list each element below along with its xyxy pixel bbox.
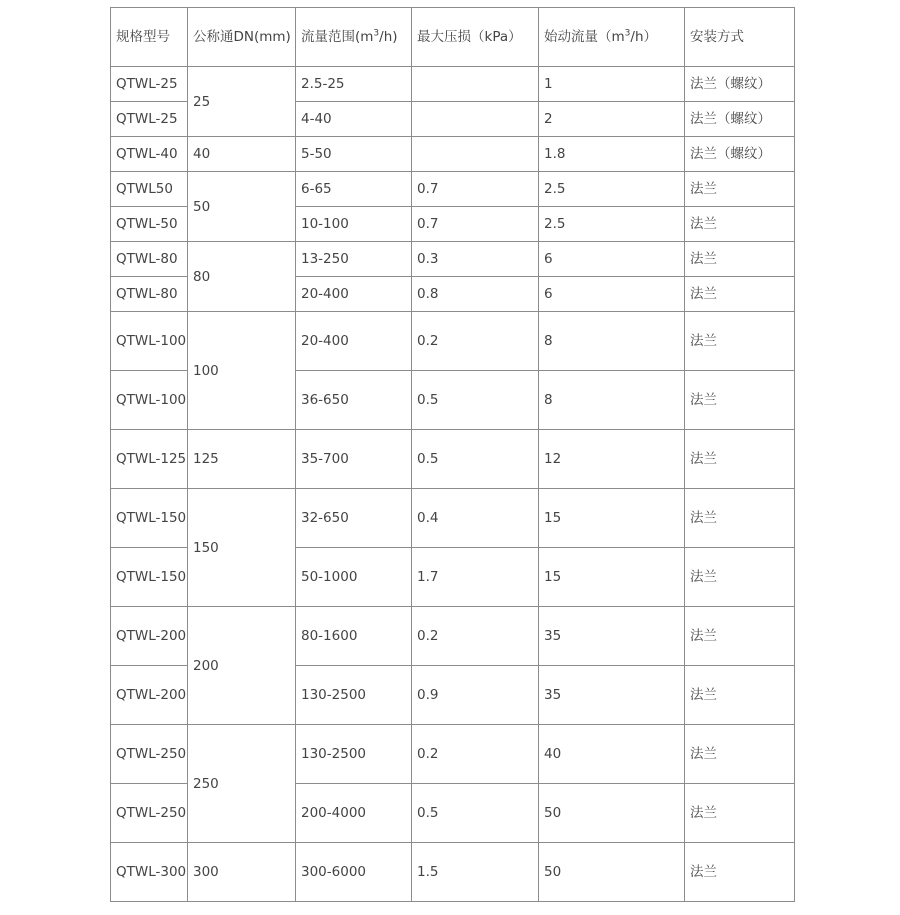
- cell-max-loss: [412, 102, 539, 137]
- cell-start-flow: 50: [539, 784, 685, 843]
- cell-model: QTWL-200: [111, 607, 188, 666]
- cell-start-flow: 15: [539, 548, 685, 607]
- cell-start-flow: 6: [539, 277, 685, 312]
- header-install: 安装方式: [685, 8, 795, 67]
- cell-install: 法兰（螺纹）: [685, 102, 795, 137]
- cell-install: 法兰（螺纹）: [685, 137, 795, 172]
- cell-dn: 100: [188, 312, 296, 430]
- cell-dn: 200: [188, 607, 296, 725]
- cell-max-loss: [412, 137, 539, 172]
- header-flow-range: 流量范围$(m^3/h)$: [296, 8, 412, 67]
- cell-start-flow: 8: [539, 312, 685, 371]
- header-row: [111, 8, 795, 67]
- table-row: [111, 137, 795, 172]
- cell-install: 法兰: [685, 607, 795, 666]
- cell-flow-range: 13-250: [296, 242, 412, 277]
- cell-model: QTWL-80: [111, 277, 188, 312]
- cell-flow-range: 130-2500: [296, 666, 412, 725]
- cell-start-flow: 6: [539, 242, 685, 277]
- cell-start-flow: 40: [539, 725, 685, 784]
- cell-model: QTWL-80: [111, 242, 188, 277]
- cell-model: QTWL-300: [111, 843, 188, 902]
- cell-start-flow: 8: [539, 371, 685, 430]
- cell-model: QTWL-125: [111, 430, 188, 489]
- cell-start-flow: 2.5: [539, 172, 685, 207]
- header-dn: 公称通DN(mm): [188, 8, 296, 67]
- cell-model: QTWL-150: [111, 489, 188, 548]
- cell-install: 法兰: [685, 277, 795, 312]
- cell-flow-range: 130-2500: [296, 725, 412, 784]
- cell-max-loss: 1.5: [412, 843, 539, 902]
- cell-dn: 50: [188, 172, 296, 242]
- cell-install: 法兰: [685, 784, 795, 843]
- cell-max-loss: 0.5: [412, 784, 539, 843]
- cell-install: 法兰: [685, 207, 795, 242]
- cell-flow-range: 36-650: [296, 371, 412, 430]
- cell-install: 法兰: [685, 843, 795, 902]
- cell-start-flow: 50: [539, 843, 685, 902]
- cell-dn: 40: [188, 137, 296, 172]
- cell-flow-range: 300-6000: [296, 843, 412, 902]
- cell-dn: 300: [188, 843, 296, 902]
- cell-start-flow: 15: [539, 489, 685, 548]
- cell-flow-range: 50-1000: [296, 548, 412, 607]
- cell-install: 法兰: [685, 725, 795, 784]
- cell-start-flow: 1.8: [539, 137, 685, 172]
- cell-model: QTWL-25: [111, 67, 188, 102]
- cell-install: 法兰（螺纹）: [685, 67, 795, 102]
- cell-install: 法兰: [685, 489, 795, 548]
- cell-model: QTWL-100: [111, 312, 188, 371]
- cell-flow-range: 20-400: [296, 312, 412, 371]
- cell-flow-range: 32-650: [296, 489, 412, 548]
- cell-model: QTWL-250: [111, 784, 188, 843]
- cell-install: 法兰: [685, 371, 795, 430]
- cell-flow-range: 2.5-25: [296, 67, 412, 102]
- cell-flow-range: 10-100: [296, 207, 412, 242]
- cell-start-flow: 2: [539, 102, 685, 137]
- cell-flow-range: 200-4000: [296, 784, 412, 843]
- table-row: [111, 607, 795, 666]
- table-row: [111, 489, 795, 548]
- cell-max-loss: 1.7: [412, 548, 539, 607]
- cell-dn: 80: [188, 242, 296, 312]
- table-row: [111, 172, 795, 207]
- cell-max-loss: 0.7: [412, 172, 539, 207]
- cell-start-flow: 2.5: [539, 207, 685, 242]
- cell-flow-range: 80-1600: [296, 607, 412, 666]
- cell-model: QTWL-50: [111, 207, 188, 242]
- cell-model: QTWL-100: [111, 371, 188, 430]
- cell-max-loss: 0.9: [412, 666, 539, 725]
- header-start-flow: 始动流量$(m^3/h)$: [539, 8, 685, 67]
- cell-install: 法兰: [685, 548, 795, 607]
- cell-model: QTWL-250: [111, 725, 188, 784]
- cell-install: 法兰: [685, 666, 795, 725]
- table-row: [111, 312, 795, 371]
- cell-max-loss: [412, 67, 539, 102]
- cell-max-loss: 0.3: [412, 242, 539, 277]
- cell-max-loss: 0.2: [412, 725, 539, 784]
- cell-flow-range: 35-700: [296, 430, 412, 489]
- cell-dn: 25: [188, 67, 296, 137]
- cell-install: 法兰: [685, 312, 795, 371]
- cell-flow-range: 6-65: [296, 172, 412, 207]
- cell-install: 法兰: [685, 172, 795, 207]
- cell-dn: 125: [188, 430, 296, 489]
- cell-model: QTWL-150: [111, 548, 188, 607]
- cell-max-loss: 0.7: [412, 207, 539, 242]
- table-row: [111, 242, 795, 277]
- spec-table: [110, 7, 795, 902]
- cell-install: 法兰: [685, 242, 795, 277]
- cell-start-flow: 1: [539, 67, 685, 102]
- cell-model: QTWL-25: [111, 102, 188, 137]
- cell-dn: 250: [188, 725, 296, 843]
- cell-flow-range: 5-50: [296, 137, 412, 172]
- cell-flow-range: 4-40: [296, 102, 412, 137]
- cell-start-flow: 35: [539, 666, 685, 725]
- cell-model: QTWL50: [111, 172, 188, 207]
- cell-model: QTWL-200: [111, 666, 188, 725]
- cell-dn: 150: [188, 489, 296, 607]
- table-row: [111, 725, 795, 784]
- cell-max-loss: 0.2: [412, 607, 539, 666]
- cell-install: 法兰: [685, 430, 795, 489]
- cell-max-loss: 0.8: [412, 277, 539, 312]
- cell-max-loss: 0.5: [412, 430, 539, 489]
- table-row: [111, 430, 795, 489]
- cell-max-loss: 0.5: [412, 371, 539, 430]
- cell-start-flow: 12: [539, 430, 685, 489]
- cell-max-loss: 0.4: [412, 489, 539, 548]
- table-row: [111, 843, 795, 902]
- cell-flow-range: 20-400: [296, 277, 412, 312]
- cell-start-flow: 35: [539, 607, 685, 666]
- header-max-pressure-loss: 最大压损（kPa）: [412, 8, 539, 67]
- header-model: 规格型号: [111, 8, 188, 67]
- cell-max-loss: 0.2: [412, 312, 539, 371]
- cell-model: QTWL-40: [111, 137, 188, 172]
- table-row: [111, 67, 795, 102]
